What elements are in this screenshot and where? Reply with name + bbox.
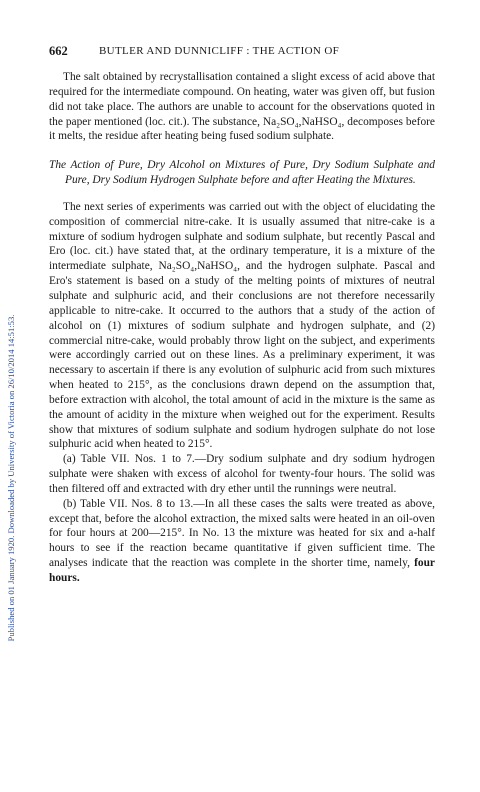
paragraph-table-b: [49, 497, 435, 586]
section-heading: The Action of Pure, Dry Alcohol on Mixtures of Pure, Dry Sodium Sulphate and Pure, Dry Sodium Hydrogen Sulphate before and after Heating the Mixtures.: [49, 159, 435, 187]
download-stamp-text: Published on 01 January 1920. Downloaded by University of Victoria on 26/10/2014 14:51:53.: [6, 314, 16, 642]
download-stamp: [0, 0, 22, 792]
article-body: [49, 70, 435, 586]
running-title: BUTLER AND DUNNICLIFF : THE ACTION OF: [99, 45, 340, 57]
paragraph-salt: The salt obtained by recrystallisation contained a slight excess of acid above that required for the intermediate compound. On heating, water was given off, but fusion did not take place. The authors are unable to account for the observations quoted in the paper mentioned (loc. cit.). The substance, Na₂SO₄,NaHSO₄, decomposes before it melts, the residue after heating being fused sodium sulphate.: [49, 71, 435, 143]
paragraph-table-a: (a) Table VII. Nos. 1 to 7.—Dry sodium sulphate and dry sodium hydrogen sulphate were shaken with excess of alcohol for twenty-four hours. The solid was then filtered off and extracted with dry ether until the runnings were neutral.: [49, 453, 435, 495]
paragraph-table-b-text: (b) Table VII. Nos. 8 to 13.—In all these cases the salts were treated as above, except that, before the alcohol extraction, the mixed salts were heated in an oil-oven for four hours at 200—215°. In No. 13 the mixture was heated for six and a-half hours to see if the reaction became quantitative if given sufficient time. The analyses indicate that the reaction was complete in the shorter time, namely,: [49, 497, 435, 570]
page-number: 662: [49, 44, 68, 58]
paragraph-table-b-end: four hours.: [49, 557, 435, 584]
paragraph-nitre-cake: The next series of experiments was carried out with the object of elucidating the composition of commercial nitre-cake. It is usually assumed that nitre-cake is a mixture of sodium hydrogen sulphate and sodium sulphate, but recently Pascal and Ero (loc. cit.) have stated that, at the ordinary temperature, it is a mixture of the intermediate sulphate, Na₂SO₄,NaHSO₄, and the hydrogen sulphate. Pascal and Ero's statement is based on a study of the melting points of mixtures of neutral sulphate and sulphuric acid, and their conclusions are not therefore necessarily applicable to nitre-cake. It occurred to the authors that a study of the action of alcohol on (1) mixtures of sodium sulphate and hydrogen sulphate, and (2) commercial nitre-cake, would probably throw light on the subject, and experiments were accordingly carried out on these lines. As a preliminary experiment, it was necessary to ascertain if there is any evolution of sulphuric acid from such mixtures when heated to 215°, as the conclusions drawn depend on the assumption that, before extraction with alcohol, the total amount of acid in the mixture is the same as the amount of acidity in the mixture when weighed out for the experiment. Results show that mixtures of sodium sulphate and sodium hydrogen sulphate do not lose sulphuric acid when heated to 215°.: [49, 200, 435, 451]
page-header: [49, 44, 435, 58]
